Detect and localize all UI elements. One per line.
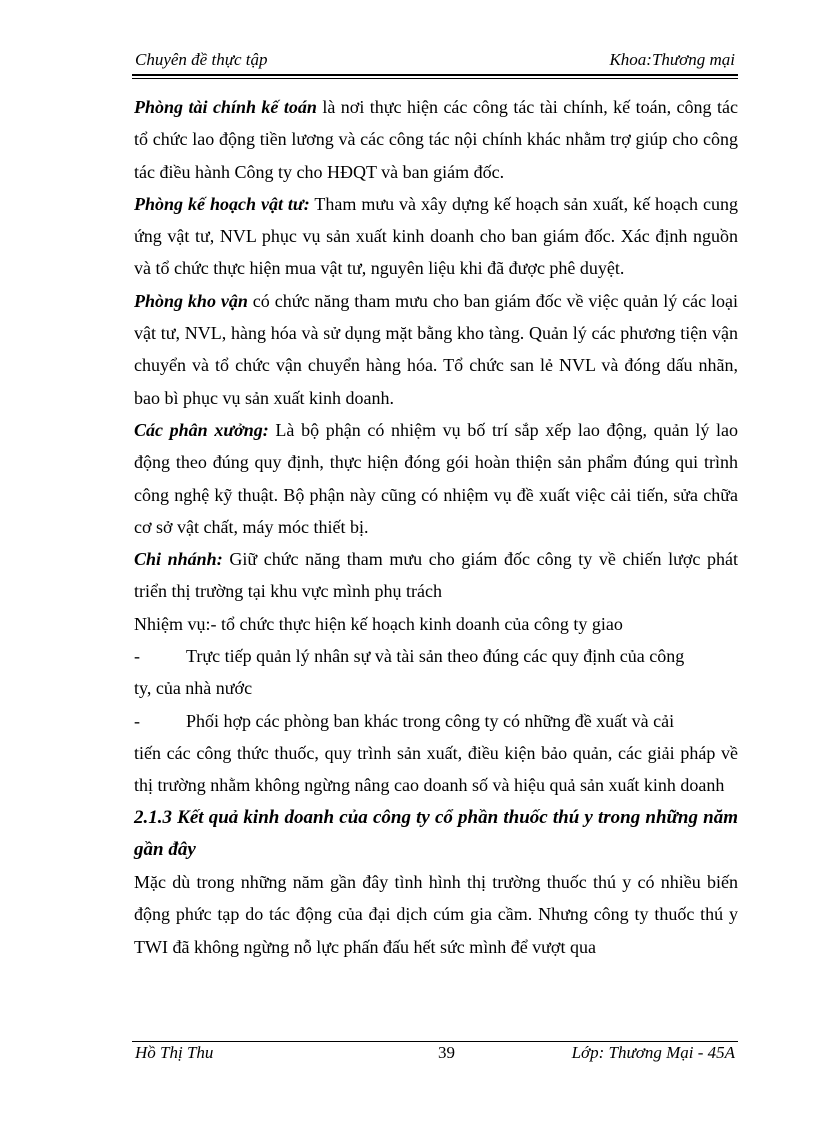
- paragraph-results: Mặc dù trong những năm gần đây tình hình thị trường thuốc thú y có nhiều biến động phức tạp do tác động của đại dịch cúm gia cầm. Nhưng công ty thuốc thú y TWI đã không ngừng nỗ lực phấn đấu hết sức mình để vượt qua: [134, 872, 738, 957]
- bullet-continuation: ty, của nhà nước: [134, 678, 253, 699]
- paragraph-workshops: [134, 414, 738, 543]
- paragraph-lead: Chi nhánh:: [134, 549, 223, 570]
- page-footer: [132, 1043, 738, 1065]
- footer-class: Lớp: Thương Mại - 45A: [571, 1043, 735, 1062]
- bullet-item: [134, 640, 738, 672]
- paragraph-lead: Phòng kho vận: [134, 290, 248, 311]
- paragraph-text: Tham mưu và xây dựng kế hoạch sản xuất, kế hoạch cung ứng vật tư, NVL phục vụ sản xuất kinh doanh cho ban giám đốc. Xác định nguồn và tổ chức thực hiện mua vật tư, nguyên liệu khi đã được phê duyệt.: [134, 193, 738, 279]
- footer-author: Hồ Thị Thu: [135, 1043, 214, 1062]
- bullet-dash: -: [134, 710, 140, 731]
- bullet-text: Trực tiếp quản lý nhân sự và tài sản theo đúng các quy định của công: [186, 646, 685, 667]
- bullet-item: [134, 705, 738, 737]
- bullet-continuation: tiến các công thức thuốc, quy trình sản xuất, điều kiện bảo quản, các giải pháp về thị trường nhằm không ngừng nâng cao doanh số và hiệu quả sản xuất kinh doanh: [134, 742, 738, 796]
- paragraph-text: Giữ chức năng tham mưu cho giám đốc công ty về chiến lược phát triển thị trường tại khu vực mình phụ trách: [134, 549, 738, 602]
- header-rule: [132, 74, 738, 76]
- section-heading: 2.1.3 Kết quả kinh doanh của công ty cổ phần thuốc thú y trong những năm gần đây: [134, 806, 738, 860]
- bullet-text: Phối hợp các phòng ban khác trong công ty có những đề xuất và cải: [186, 710, 675, 731]
- paragraph-branch: [134, 543, 738, 608]
- header-right: Khoa:Thương mại: [609, 50, 735, 69]
- page-header: [132, 50, 738, 72]
- paragraph-text: là nơi thực hiện các công tác tài chính, kế toán, công tác tổ chức lao động tiền lương và các công tác nội chính khác nhằm trợ giúp cho công tác điều hành Công ty cho HĐQT và ban giám đốc.: [134, 97, 738, 182]
- paragraph-warehouse: [134, 285, 738, 414]
- paragraph-text: có chức năng tham mưu cho ban giám đốc về việc quản lý các loại vật tư, NVL, hàng hóa và sử dụng mặt bằng kho tàng. Quản lý các phương tiện vận chuyển và tổ chức vận chuyển hàng hóa. Tổ chức san lẻ NVL và đóng dấu nhãn, bao bì phục vụ sản xuất kinh doanh.: [134, 290, 738, 408]
- paragraph-planning: [134, 188, 738, 285]
- paragraph-lead: Phòng tài chính kế toán: [134, 97, 317, 117]
- bullet-dash: -: [134, 646, 140, 667]
- paragraph-finance: [134, 91, 738, 188]
- paragraph-lead: Các phân xưởng:: [134, 419, 269, 440]
- paragraph-duties: Nhiệm vụ:- tổ chức thực hiện kế hoạch kinh doanh của công ty giao: [134, 613, 623, 634]
- paragraph-lead: Phòng kế hoạch vật tư:: [134, 193, 310, 214]
- header-rule-thin: [132, 78, 738, 79]
- paragraph-text: Là bộ phận có nhiệm vụ bố trí sắp xếp lao động, quản lý lao động theo đúng quy định, thực hiện đóng gói hoàn thiện sản phẩm đúng qui trình công nghệ kỹ thuật. Bộ phận này cũng có nhiệm vụ đề xuất việc cải tiến, sửa chữa cơ sở vật chất, máy móc thiết bị.: [134, 419, 739, 537]
- header-left: Chuyên đề thực tập: [135, 50, 268, 69]
- footer-rule: [132, 1041, 738, 1042]
- page-body: [134, 91, 738, 963]
- page-number: 39: [438, 1043, 455, 1062]
